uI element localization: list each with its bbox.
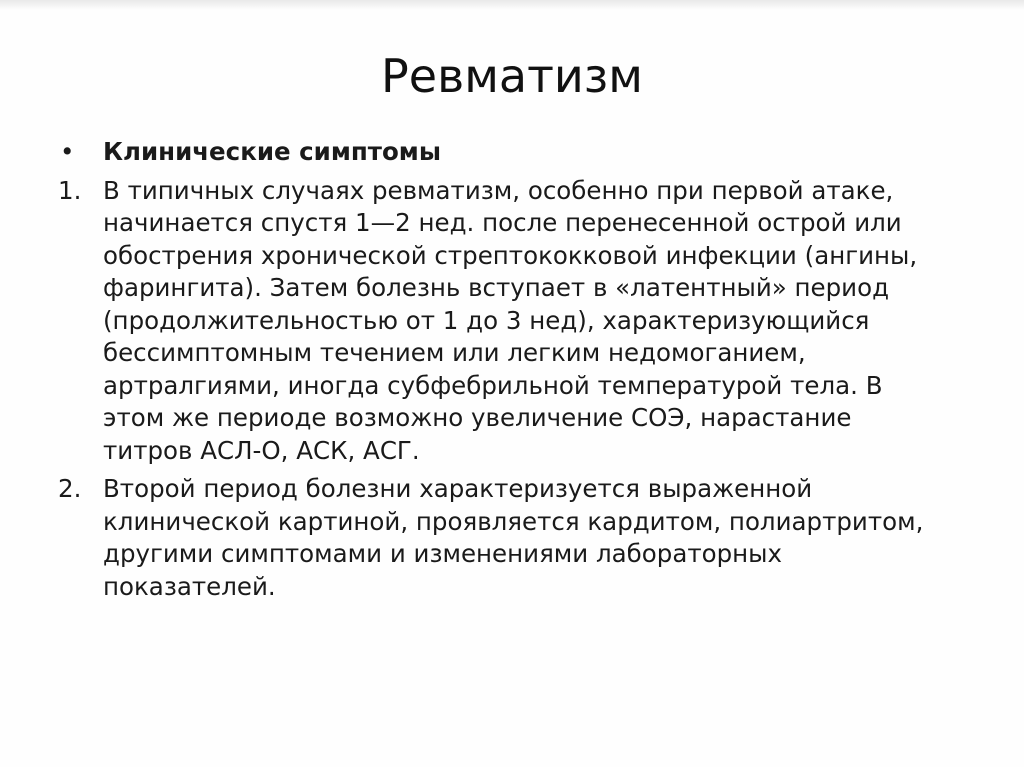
slide-title: Ревматизм — [381, 49, 643, 103]
section-heading: Клинические симптомы — [103, 137, 441, 166]
list-number-1: 1. — [58, 175, 82, 205]
slide-content — [56, 136, 936, 609]
bullet-marker: • — [60, 137, 75, 166]
list-item-2 — [56, 473, 936, 603]
list-item-1-text: В типичных случаях ревматизм, особенно при первой атаке, начинается спустя 1—2 нед. после перенесенной острой или обострения хронической стрептококковой инфекции (ангины, фарингита). Затем болезнь вступает в «латентный» период (продолжительностью от 1 до 3 нед), характеризующийся бессимптомным течением или легким недомоганием, артралгиями, иногда субфебрильной температурой тела. В этом же периоде возможно увеличение СОЭ, нарастание титров АСЛ-О, АСК, АСГ. — [103, 175, 918, 465]
list-item-2-text: Второй период болезни характеризуется выраженной клинической картиной, проявляется кардитом, полиартритом, другими симптомами и изменениями лабораторных показателей. — [103, 474, 924, 601]
list-item-heading — [56, 136, 936, 169]
list-number-2: 2. — [58, 474, 82, 503]
list-item-1 — [56, 175, 936, 468]
top-edge-shadow — [0, 0, 1024, 10]
